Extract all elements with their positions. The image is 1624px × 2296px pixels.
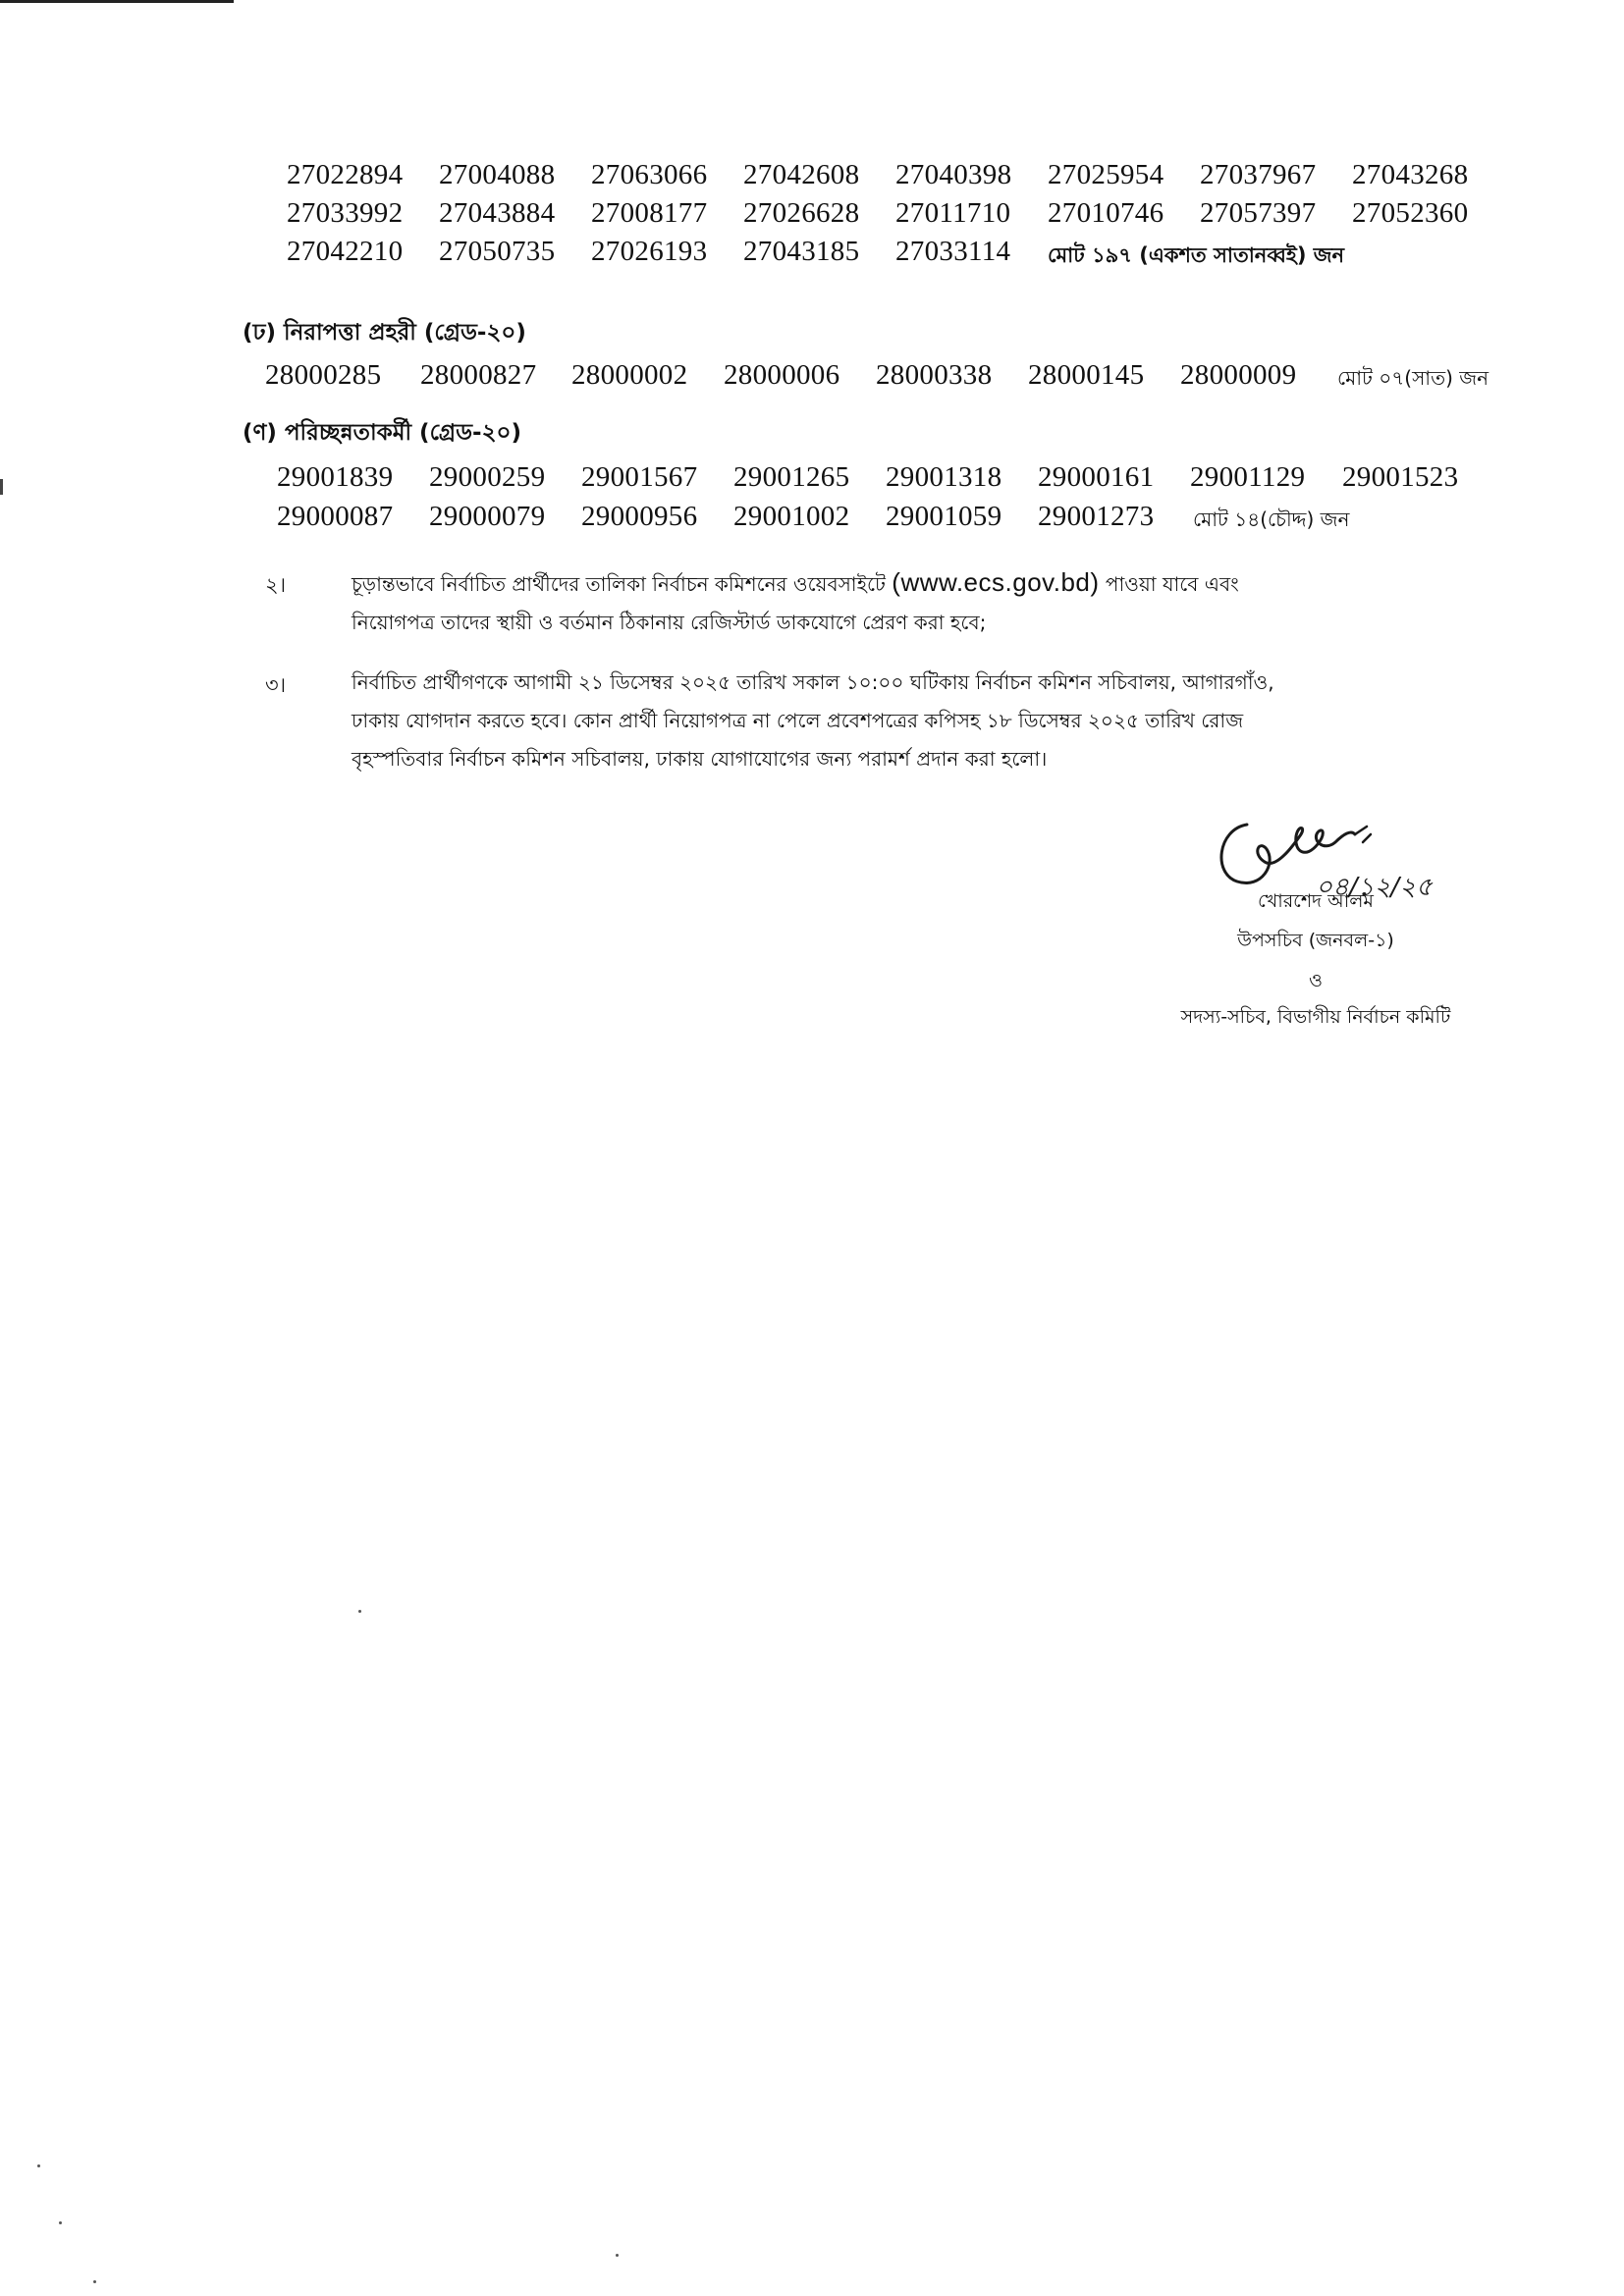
- roll-number: 28000009: [1180, 359, 1297, 391]
- roll-number: 27042608: [743, 159, 860, 190]
- scan-speck: [93, 2280, 96, 2283]
- roll-number: 29001523: [1342, 461, 1459, 493]
- cleaner-number-row: [0, 461, 1624, 501]
- roll-number: 27063066: [591, 159, 708, 190]
- roll-number: 28000338: [876, 359, 993, 391]
- roll-number: 27033114: [895, 236, 1011, 267]
- paragraph-number: ৩।: [265, 673, 287, 697]
- roll-number: 27043884: [439, 197, 556, 229]
- roll-number: 29000087: [277, 501, 394, 532]
- roll-number: 28000145: [1028, 359, 1145, 391]
- paragraph-joining-instructions: [352, 664, 1535, 778]
- roll-number: 27033992: [287, 197, 404, 229]
- signatory-role: সদস্য-সচিব, বিভাগীয় নির্বাচন কমিটি: [1180, 1006, 1451, 1028]
- roll-number: 27026193: [591, 236, 708, 267]
- paragraph-text: পাওয়া যাবে এবং: [1105, 572, 1239, 596]
- number-row: [0, 236, 1624, 275]
- section-security-guard-heading: (ঢ) নিরাপত্তা প্রহরী (গ্রেড-২০): [243, 320, 526, 346]
- section-cleaner-heading: (ণ) পরিচ্ছন্নতাকর্মী (গ্রেড-২০): [243, 420, 522, 446]
- website-url: (www.ecs.gov.bd): [892, 567, 1100, 597]
- roll-number: 27037967: [1200, 159, 1317, 190]
- number-row: [0, 197, 1624, 237]
- roll-number: 27043185: [743, 236, 860, 267]
- roll-number: 27011710: [895, 197, 1011, 229]
- roll-number: 27025954: [1048, 159, 1164, 190]
- scan-speck: [37, 2164, 40, 2167]
- roll-number: 29001265: [733, 461, 850, 493]
- roll-number: 29000079: [429, 501, 546, 532]
- roll-number: 27022894: [287, 159, 404, 190]
- signature-date: ০৪/১২/২৫: [1316, 873, 1433, 902]
- roll-number: 29001567: [581, 461, 698, 493]
- roll-number: 27026628: [743, 197, 860, 229]
- scan-border-line: [0, 0, 234, 3]
- number-row: [0, 159, 1624, 198]
- paragraph-number: ২।: [265, 573, 287, 597]
- grade-a-total: মোট ১৯৭ (একশত সাতানব্বই) জন: [1048, 243, 1345, 267]
- roll-number: 29001129: [1190, 461, 1306, 493]
- cleaner-total: মোট ১৪(চৌদ্দ) জন: [1193, 507, 1350, 531]
- signatory-name: খোরশেদ আলম: [1258, 890, 1374, 912]
- paragraph-line: নির্বাচিত প্রার্থীগণকে আগামী ২১ ডিসেম্বর ২০২৫ তারিখ সকাল ১০:০০ ঘটিকায় নির্বাচন কমিশন সচিবালয়, আগারগাঁও,: [352, 670, 1274, 694]
- scan-speck: [59, 2221, 62, 2224]
- roll-number: 29000956: [581, 501, 698, 532]
- roll-number: 27040398: [895, 159, 1012, 190]
- roll-number: 28000006: [724, 359, 840, 391]
- scan-speck: [616, 2254, 619, 2257]
- signatory-designation: উপসচিব (জনবল-১): [1237, 930, 1394, 951]
- roll-number: 29001002: [733, 501, 850, 532]
- roll-number: 27008177: [591, 197, 708, 229]
- roll-number: 27050735: [439, 236, 556, 267]
- paragraph-text: চূড়ান্তভাবে নির্বাচিত প্রার্থীদের তালিকা নির্বাচন কমিশনের ওয়েবসাইটে: [352, 572, 886, 596]
- signatory-conjunction: ও: [1309, 970, 1323, 991]
- paragraph-website-notice: [352, 563, 1535, 642]
- roll-number: 29000259: [429, 461, 546, 493]
- roll-number: 29001059: [886, 501, 1002, 532]
- roll-number: 27010746: [1048, 197, 1164, 229]
- roll-number: 29001839: [277, 461, 394, 493]
- roll-number: 27057397: [1200, 197, 1317, 229]
- roll-number: 27043268: [1352, 159, 1469, 190]
- roll-number: 27042210: [287, 236, 404, 267]
- paragraph-line: [352, 563, 1535, 604]
- paragraph-line: নিয়োগপত্র তাদের স্থায়ী ও বর্তমান ঠিকানায় রেজিস্টার্ড ডাকযোগে প্রেরণ করা হবে;: [352, 611, 987, 634]
- cleaner-number-row: [0, 501, 1624, 540]
- paragraph-line: বৃহস্পতিবার নির্বাচন কমিশন সচিবালয়, ঢাকায় যোগাযোগের জন্য পরামর্শ প্রদান করা হলো।: [352, 747, 1048, 771]
- roll-number: 29000161: [1038, 461, 1155, 493]
- roll-number: 29001318: [886, 461, 1002, 493]
- security-guard-total: মোট ০৭(সাত) জন: [1337, 366, 1489, 390]
- roll-number: 28000827: [420, 359, 537, 391]
- roll-number: 28000285: [265, 359, 382, 391]
- roll-number: 28000002: [571, 359, 688, 391]
- roll-number: 29001273: [1038, 501, 1155, 532]
- scan-speck: [358, 1610, 361, 1613]
- paragraph-line: ঢাকায় যোগদান করতে হবে। কোন প্রার্থী নিয়োগপত্র না পেলে প্রবেশপত্রের কপিসহ ১৮ ডিসেম্বর ২০২৫ তারিখ রোজ: [352, 709, 1244, 732]
- roll-number: 27052360: [1352, 197, 1469, 229]
- security-guard-number-row: [0, 359, 1624, 399]
- roll-number: 27004088: [439, 159, 556, 190]
